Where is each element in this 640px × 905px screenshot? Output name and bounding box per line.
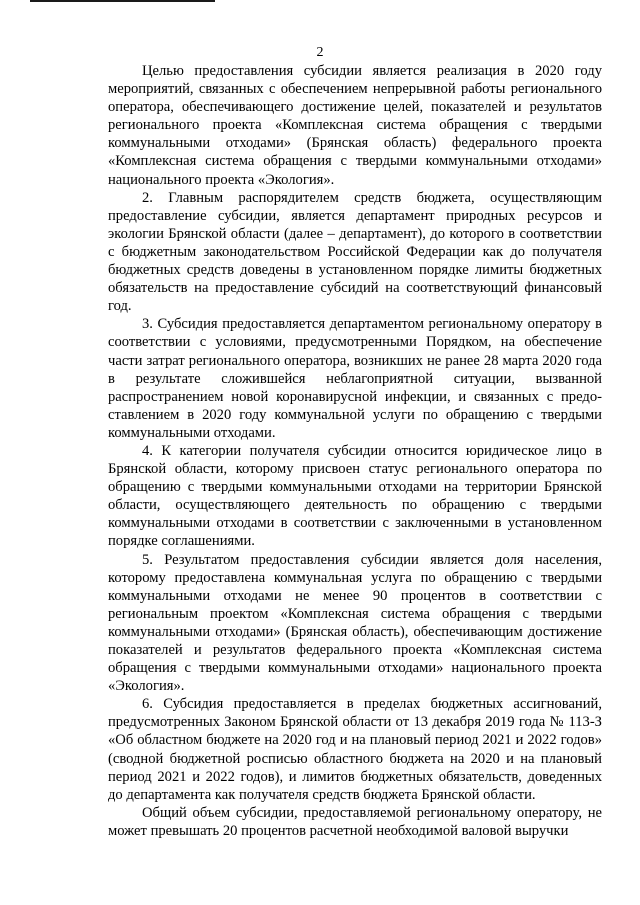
paragraph-4-recipient-category: 4. К категории получателя субсидии относится юридическое лицо в Брянской области, которому присвоен статус регионального оператора по обращению с твердыми коммунальными отходами на территории Брянской области, осуществляющего деятельность по обращению с твердыми коммунальными отходами в соответствии с заключенными в установленном порядке соглашениями. bbox=[108, 442, 602, 550]
paragraph-6-budget-limits: 6. Субсидия предоставляется в пределах бюджетных ассигнований, предусмотренных Законом Брянской области от 13 декабря 2019 года № 113-З «Об областном бюджете на 2020 год и на плановый период 2021 и 2022 годов» (сводной бюджетной росписью областного бюджета на 2020 и на плановый период 2021 и 2022 годов), и лимитов бюджетных обязательств, доведенных до департамента как получателя средств бюджета Брянской области. bbox=[108, 696, 602, 803]
paragraph-purpose: Целью предоставления субсидии является реализация в 2020 году мероприятий, связанных с обеспечением непрерывной работы регионального оператора, обеспечивающего достижение целей, показателей и результатов регионального проекта «Комплексная система обращения с твердыми коммунальными отходами» (Брянская область) федерального проекта «Комплексная система обращения с твердыми коммунальными отходами» национального проекта «Экология». bbox=[108, 63, 602, 188]
paragraph-3-subsidy-provision: 3. Субсидия предоставляется департаментом региональному оператору в соответствии с условиями, предусмотренными Порядком, на обеспечение части затрат регионального оператора, возникших не ранее 28 марта 2020 года в результате сложившейся неблагоприятной ситуации, вызванной распространением новой коронавирусной инфекции, и связанных с предоставлением в 2020 году коммунальной услуги по обращению с твердыми коммунальными отходами. bbox=[108, 316, 602, 441]
top-rule bbox=[30, 0, 215, 2]
page-number: 2 bbox=[316, 45, 324, 60]
document-body bbox=[108, 62, 602, 840]
paragraph-total-volume: Общий объем субсидии, предоставляемой региональному оператору, не может превышать 20 процентов расчетной необходимой валовой выручки bbox=[108, 804, 602, 839]
paragraph-2-main-distributor: 2. Главным распорядителем средств бюджета, осуществляющим предоставление субсидии, является департамент природных ресурсов и экологии Брянской области (далее – департамент), до которого в соответствии с бюджетным законодательством Российской Федерации как до получателя бюджетных средств доведены в установленном порядке лимиты бюджетных обязательств на предоставление субсидий на соответствующий финансовый год. bbox=[108, 189, 602, 315]
paragraph-5-result: 5. Результатом предоставления субсидии является доля населения, которому предоставлена коммунальная услуга по обращению с твердыми коммунальными отходами не менее 90 процентов в соответствии с региональным проектом «Комплексная система обращения с твердыми коммунальными отходами» (Брянская область), обеспечивающим достижение показателей и результатов федерального проекта «Комплексная система обращения с твердыми коммунальными отходами» национального проекта «Экология». bbox=[108, 551, 602, 695]
